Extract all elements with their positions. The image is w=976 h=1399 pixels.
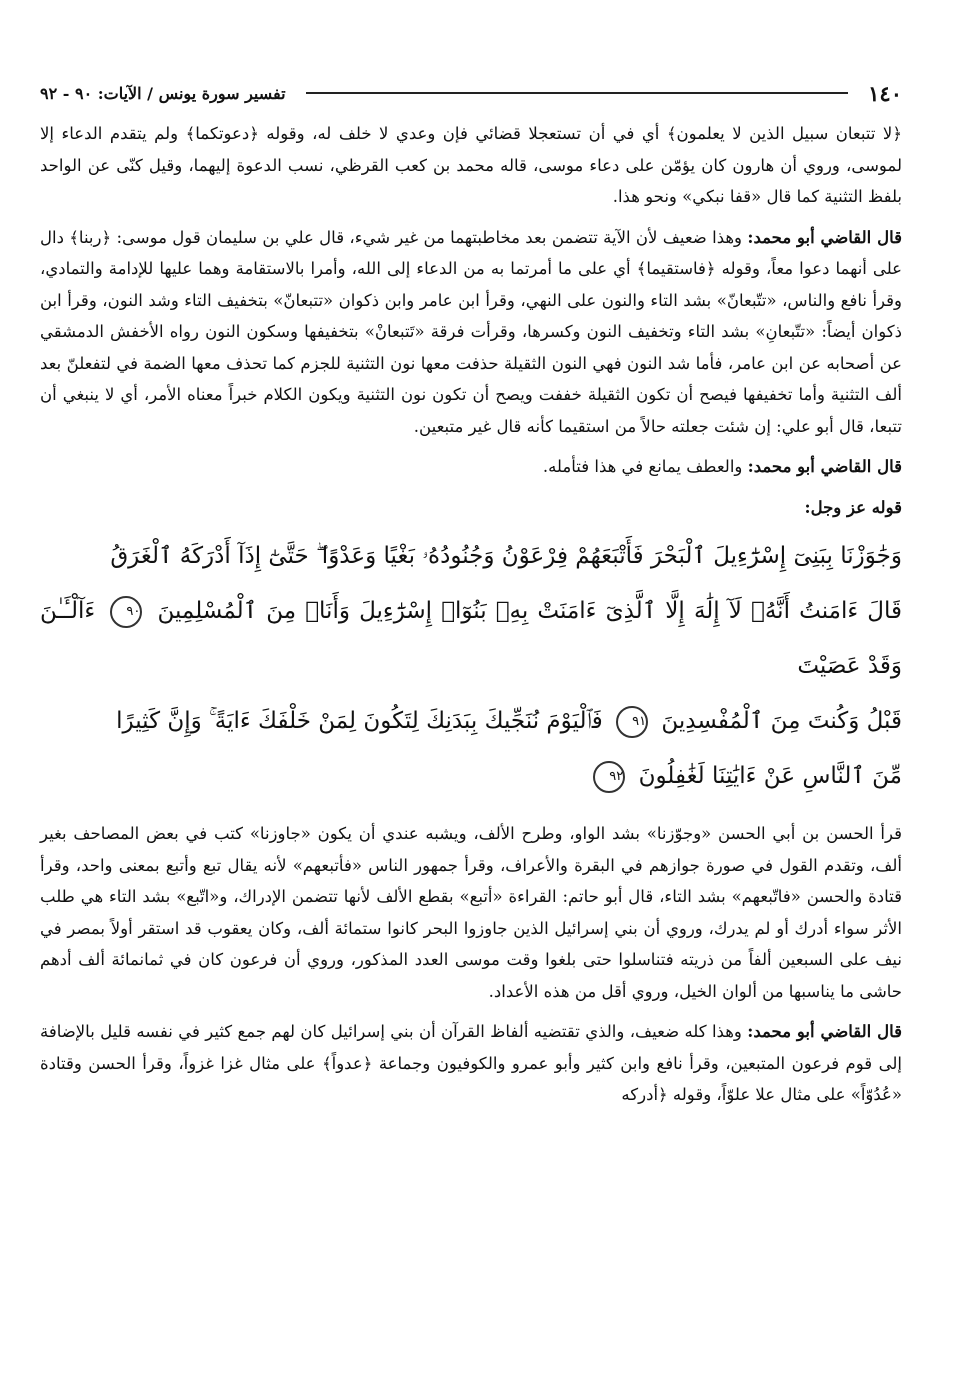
- verse-text: قَبْلُ وَكُنتَ مِنَ ٱلْمُفْسِدِينَ: [661, 708, 902, 734]
- page-number: ١٤٠: [868, 80, 902, 106]
- page-header: [40, 78, 902, 108]
- paragraph: [40, 118, 902, 213]
- verse-text: وَجَٰوَزْنَا بِبَنِىٓ إِسْرَٰٓءِيلَ ٱلْبَحْرَ فَأَتْبَعَهُمْ فِرْعَوْنُ وَجُنُودُهُۥ بَغْيًا وَعَدْوًا ۖ حَتَّىٰٓ إِذَآ أَدْرَكَهُ ٱلْغَرَقُ: [110, 543, 902, 569]
- paragraph-text: ﴿لا تتبعان سبيل الذين لا يعلمون﴾ أي في أن تستعجلا قضائي فإن وعدي لا خلف له، وقوله ﴿دعوتكما﴾ ولم يتقدم الدعاء إلا لموسى، وروي أن هارون كان يؤمّن على دعاء موسى، قاله محمد بن كعب القرظي، نسب الدعوة إليهما، وقيل كنّى عن الواحد بلفظ التثنية كما قال «قفا نبكي» ونحو هذا.: [40, 124, 902, 206]
- paragraph-text: والعطف يمانع في هذا فتأمله.: [542, 457, 743, 476]
- speaker-label: قال القاضي أبو محمد:: [747, 1022, 902, 1041]
- verse-text: قَالَ ءَامَنتُ أَنَّهُۥ لَآ إِلَٰهَ إِلَّا ٱلَّذِىٓ ءَامَنَتْ بِهِۦ بَنُوٓا۟ إِسْرَٰٓءِيلَ وَأَنَا۠ مِنَ ٱلْمُسْلِمِينَ: [157, 598, 903, 624]
- speaker-label: قال القاضي أبو محمد:: [747, 227, 902, 247]
- paragraph-text: قرأ الحسن بن أبي الحسن «وجوّزنا» بشد الواو، وطرح الألف، ويشبه عندي أن يكون «جاوزنا» كتب في بعض المصاحف بغير ألف، وتقدم القول في صورة جوازهم في البقرة والأعراف، وقرأ جمهور الناس «فأتبعهم» لأنه يقال تبع وأتبع بمعنى واحد، وقرأ قتادة والحسن «فاتّبعهم» بشد التاء، قال أبو حاتم: القراءة «أتبع» بقطع الألف لأنها تتضمن الإدراك، و«اتّبع» بشد التاء هي طلب الأثر سواء أدرك أو لم يدرك، وروي أن بني إسرائيل الذين جاوزوا البحر كانوا ستمائة ألف، وكان يعقوب قد استقر أولاً بمصر في نيف على السبعين ألفاً من ذريته فتناسلوا حتى بلغوا وقت موسى العدد المذكور، وروي أن فرعون كان في ثمانمائة ألف أدهم حاشى ما يناسبها من ألوان الخيل، وروي أقل من هذه الأعداد.: [40, 824, 902, 1001]
- verse-line: [40, 529, 902, 584]
- verse-line: [40, 694, 902, 749]
- quran-verses: [40, 529, 902, 804]
- paragraph: [40, 1016, 902, 1111]
- paragraph-text: وهذا كله ضعيف، والذي تقتضيه ألفاظ القرآن أن بني إسرائيل كان لهم جمع كثير في نفسه قليل بالإضافة إلى قوم فرعون المتبعين، وقرأ نافع وابن كثير وأبو عمرو والكوفيون وجماعة ﴿عدواً﴾ على مثال غزا غزواً، وقرأ الحسن وقتادة «عُدُوّاً» على مثال علا علوّاً، وقوله ﴿أدركه: [40, 1022, 902, 1104]
- header-rule: [306, 92, 849, 94]
- page-content: [40, 118, 902, 1120]
- running-title: تفسير سورة يونس / الآيات: ٩٠ - ٩٢: [40, 83, 286, 103]
- verse-intro: قوله عز وجل:: [804, 497, 902, 517]
- verse-line: [40, 749, 902, 804]
- paragraph-text: وهذا ضعيف لأن الآية تتضمن بعد مخاطبتهما من غير شيء، قال علي بن سليمان قول موسى: ﴿ربنا﴾ دال على أنهما دعوا معاً، وقوله ﴿فاستقيما﴾ أي على ما أمرتما به من الدعاء إلى الله، وأمرا بالاستقامة وهما عليها للإدامة والتمادي، وقرأ نافع والناس، «تتّبعانّ» بشد التاء والنون على النهي، وقرأ ابن عامر وابن ذكوان «تتبعانّ» بتخفيف التاء وشد النون، وقرأ ابن ذكوان أيضاً: «تتّبعانِ» بشد التاء وتخفيف النون وكسرها، وقرأت فرقة «تَتبعانْ» بتخفيفها وسكون النون رواه الأخفش الدمشقي عن أصحابه عن ابن عامر، فأما شد النون فهي النون الثقيلة حذفت معها نون التثنية للجزم كما تحذف معها الضمة في لتفعلنّ بعد ألف التثنية وأما تخفيفها فيصح أن تكون الثقيلة خففت ويصح أن تكون نون التثنية ويكون الكلام خبراً معناه الأمر، أي لا ينبغي أن تتبعا، قال أبو علي: إن شئت جعلته حالاً من استقيما كأنه قال غير متبعين.: [40, 227, 902, 436]
- verse-line: [40, 584, 902, 694]
- paragraph: [40, 818, 902, 1007]
- verse-text: فَٱلْيَوْمَ نُنَجِّيكَ بِبَدَنِكَ لِتَكُونَ لِمَنْ خَلْفَكَ ءَايَةً ۚ وَإِنَّ كَثِيرًا: [116, 708, 603, 734]
- paragraph: [40, 222, 902, 443]
- ayah-number-marker: ٩١: [616, 706, 648, 738]
- ayah-number-marker: ٩٢: [593, 761, 625, 793]
- verse-text: مِّنَ ٱلنَّاسِ عَنْ ءَايَٰتِنَا لَغَٰفِلُونَ: [638, 763, 902, 789]
- paragraph: [40, 451, 902, 483]
- verse-text: ءَآلْـَٔـٰنَ وَقَدْ عَصَيْتَ: [40, 598, 902, 679]
- speaker-label: قال القاضي أبو محمد:: [747, 457, 902, 476]
- ayah-number-marker: ٩٠: [110, 596, 142, 628]
